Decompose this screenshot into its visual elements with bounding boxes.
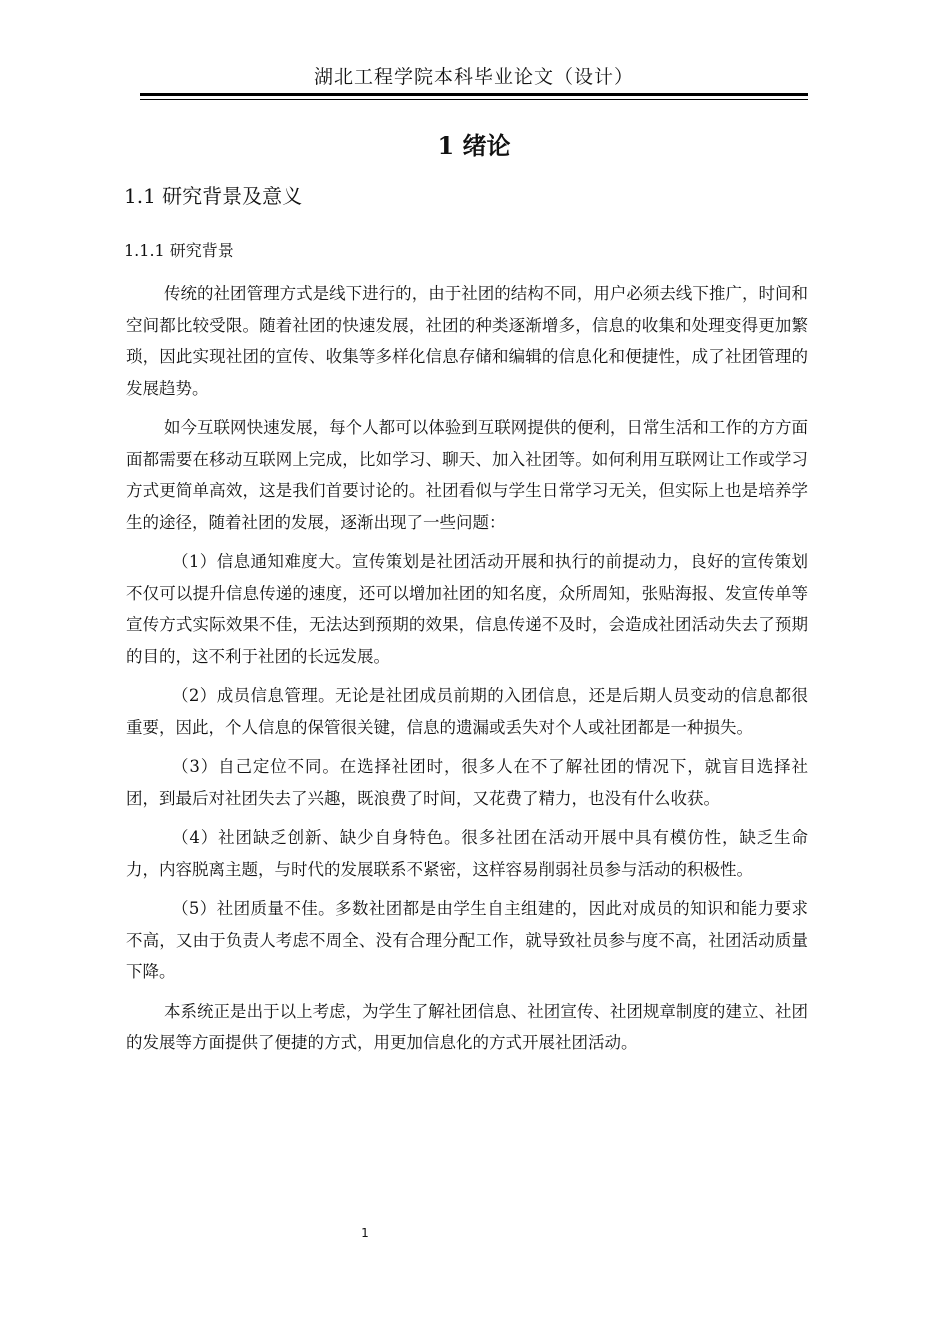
paragraph-conclusion: 本系统正是出于以上考虑，为学生了解社团信息、社团宣传、社团规章制度的建立、社团的发展等方面提供了便捷的方式，用更加信息化的方式开展社团活动。 (126, 1001, 808, 1052)
subsection-title: 1.1.1 研究背景 (124, 241, 234, 260)
section-title: 1.1 研究背景及意义 (124, 184, 303, 208)
paragraph-internet: 如今互联网快速发展，每个人都可以体验到互联网提供的便利，日常生活和工作的方方面面都需要在移动互联网上完成，比如学习、聊天、加入社团等。如何利用互联网让工作或学习方式更简单高效，这是我们首要讨论的。社团看似与学生日常学习无关，但实际上也是培养学生的途径，随着社团的发展，逐渐出现了一些问题： (126, 418, 808, 532)
paragraph-intro: 传统的社团管理方式是线下进行的，由于社团的结构不同，用户必须去线下推广，时间和空间都比较受限。随着社团的快速发展，社团的种类逐渐增多，信息的收集和处理变得更加繁琐，因此实现社团的宣传、收集等多样化信息存储和编辑的信息化和便捷性，成了社团管理的发展趋势。 (126, 284, 808, 398)
chapter-title: 1 绪论 (437, 131, 511, 160)
header-rule-thick (140, 93, 808, 96)
header-rule-thin (140, 99, 808, 100)
paragraph-issue-3: （3）自己定位不同。在选择社团时，很多人在不了解社团的情况下，就盲目选择社团，到最后对社团失去了兴趣，既浪费了时间，又花费了精力，也没有什么收获。 (126, 757, 808, 808)
page-number: 1 (361, 1226, 369, 1240)
paragraph-issue-5: （5）社团质量不佳。多数社团都是由学生自主组建的，因此对成员的知识和能力要求不高，又由于负责人考虑不周全、没有合理分配工作，就导致社员参与度不高，社团活动质量下降。 (126, 899, 808, 981)
paragraph-issue-2: （2）成员信息管理。无论是社团成员前期的入团信息，还是后期人员变动的信息都很重要，因此，个人信息的保管很关键，信息的遗漏或丢失对个人或社团都是一种损失。 (126, 686, 808, 737)
running-header: 湖北工程学院本科毕业论文（设计） (313, 66, 634, 88)
body-text (126, 278, 808, 1067)
paragraph-issue-4: （4）社团缺乏创新、缺少自身特色。很多社团在活动开展中具有模仿性，缺乏生命力，内容脱离主题，与时代的发展联系不紧密，这样容易削弱社员参与活动的积极性。 (126, 828, 808, 879)
paragraph-issue-1: （1）信息通知难度大。宣传策划是社团活动开展和执行的前提动力，良好的宣传策划不仅可以提升信息传递的速度，还可以增加社团的知名度，众所周知，张贴海报、发宣传单等宣传方式实际效果不佳，无法达到预期的效果，信息传递不及时，会造成社团活动失去了预期的目的，这不利于社团的长远发展。 (126, 552, 808, 666)
